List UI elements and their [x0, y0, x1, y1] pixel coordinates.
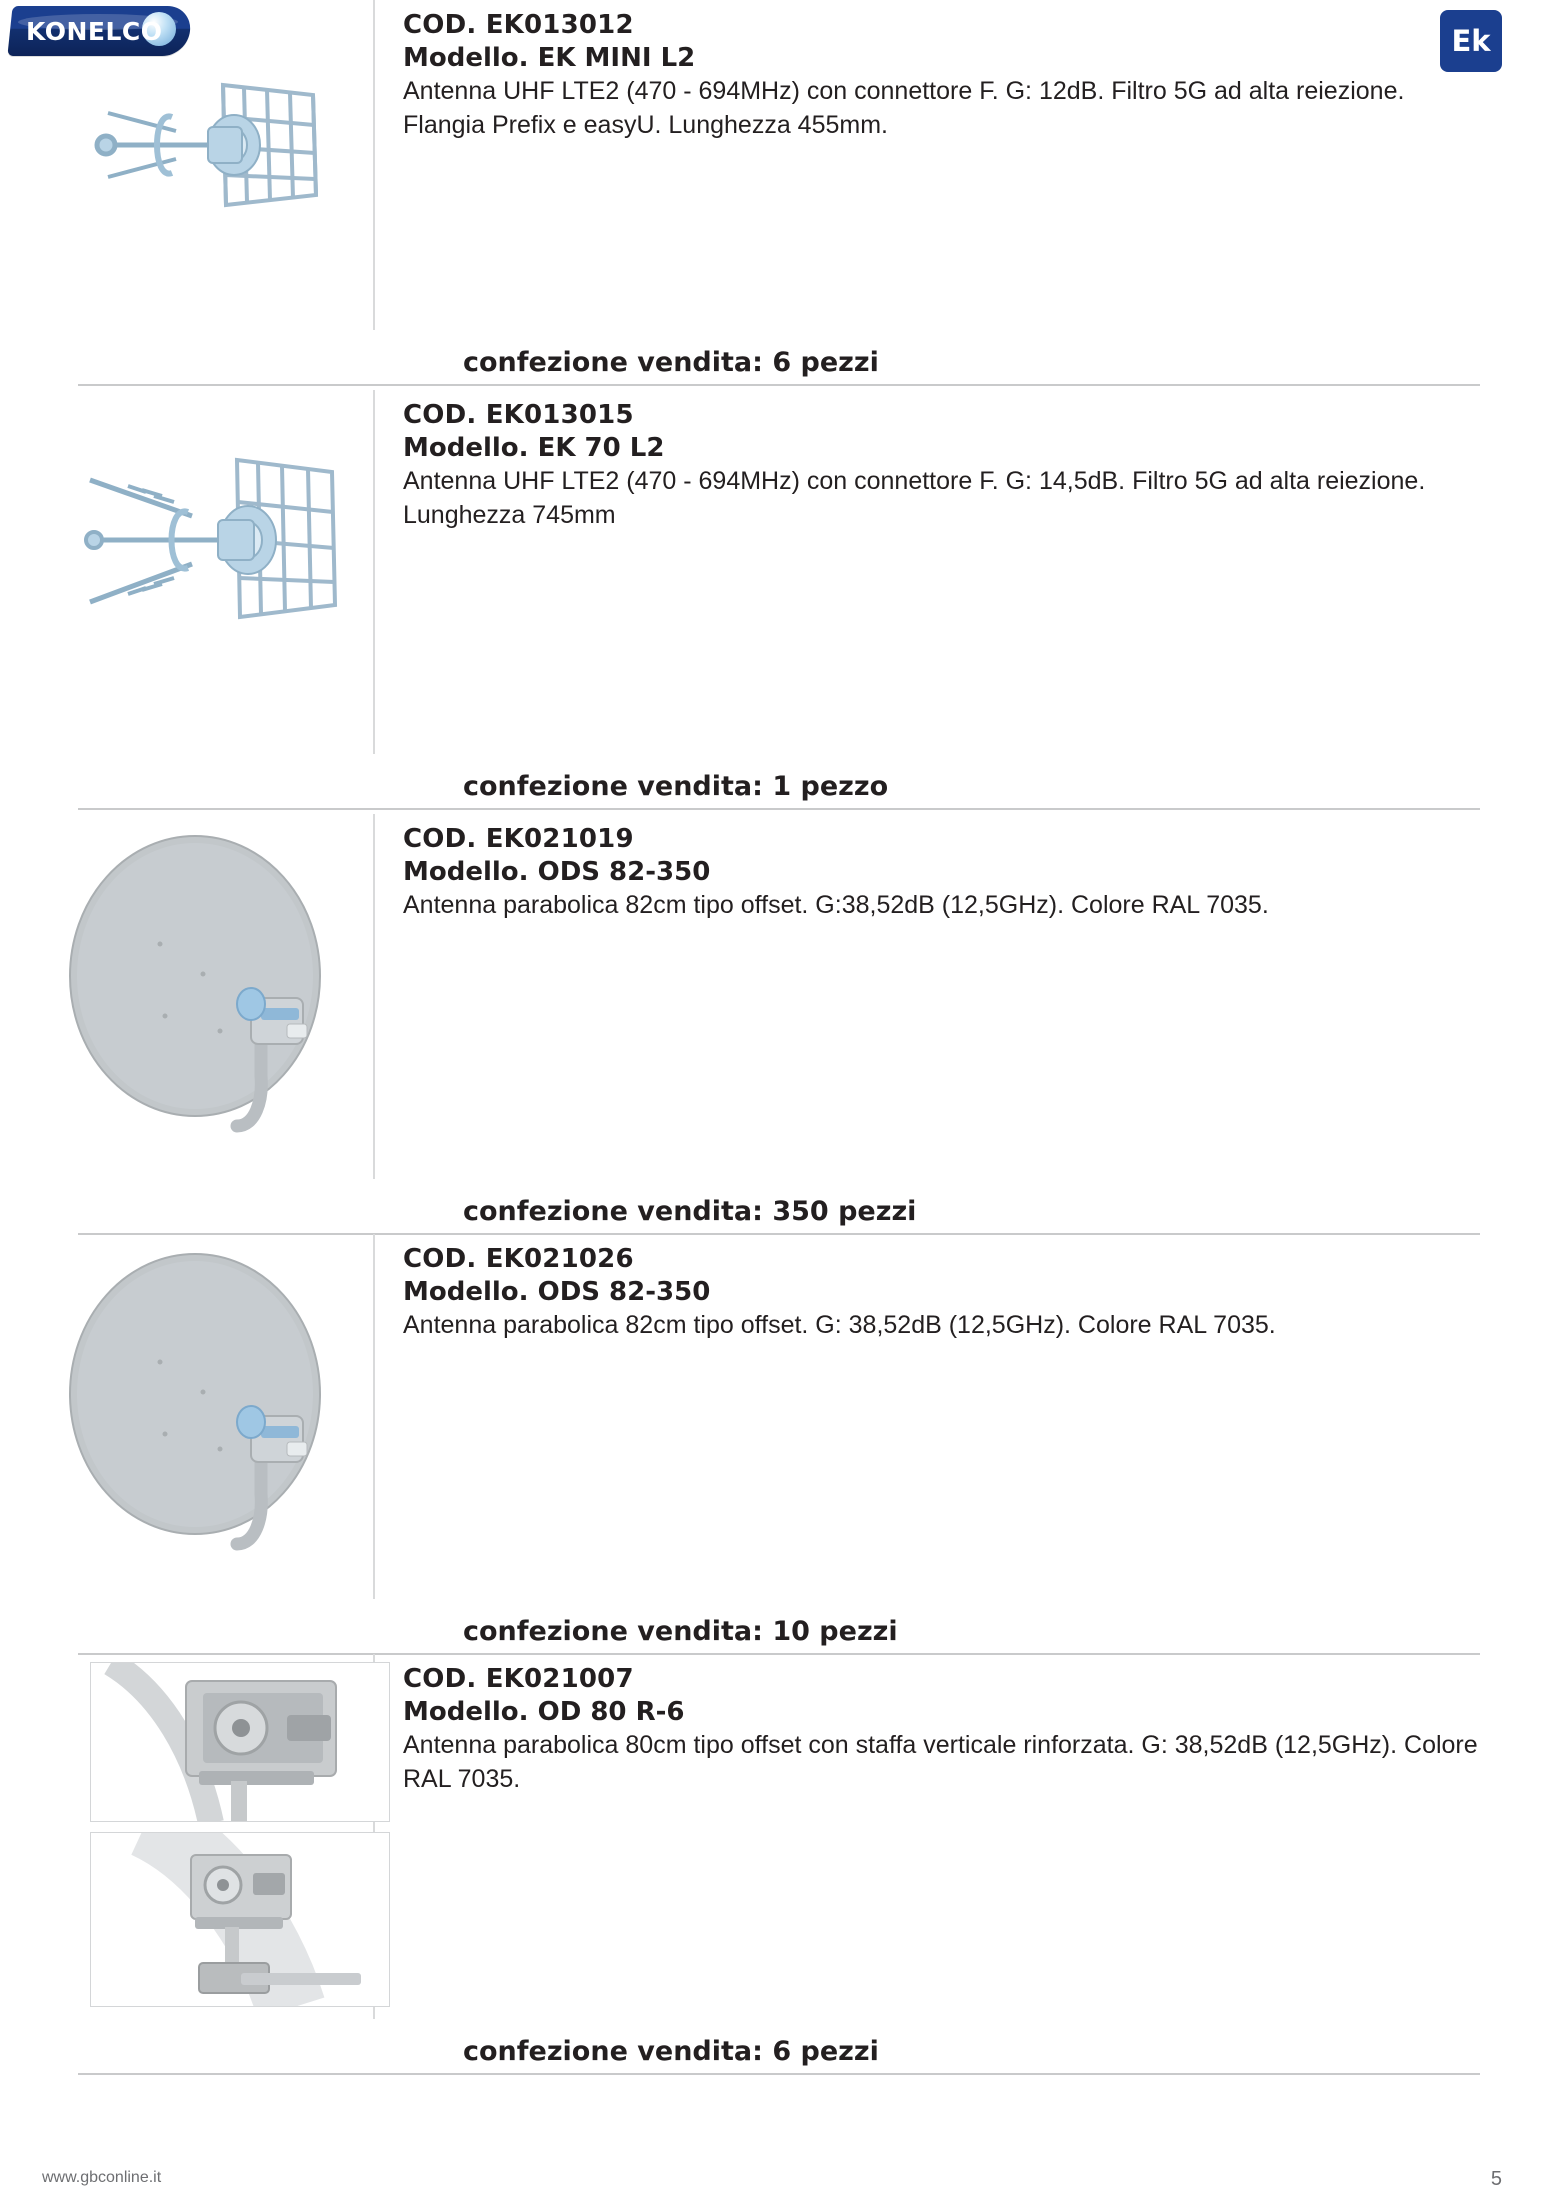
product-item [0, 0, 1550, 390]
product-model: Modello. OD 80 R-6 [403, 1697, 685, 1727]
yagi-70-antenna-image [42, 430, 372, 660]
logo-text: KONELCO [26, 17, 163, 46]
dish-bracket-detail-image-2 [90, 1832, 390, 2007]
product-code: COD. EK013015 [403, 400, 634, 430]
product-text-cell [375, 1234, 1550, 1599]
product-image-cell [0, 814, 375, 1179]
pack-label: confezione vendita: 10 pezzi [463, 1616, 898, 1647]
ek-badge: Ek [1440, 10, 1502, 72]
product-description: Antenna parabolica 82cm tipo offset. G: 38,52dB (12,5GHz). Colore RAL 7035. [403, 1311, 1276, 1339]
pack-row [0, 1179, 1550, 1235]
product-model: Modello. ODS 82-350 [403, 1277, 711, 1307]
product-image-cell [0, 390, 375, 754]
product-item [0, 814, 1550, 1234]
page-number: 5 [1490, 2168, 1502, 2190]
product-text-cell [375, 0, 1550, 330]
product-image-cell [0, 1234, 375, 1599]
pack-label: confezione vendita: 6 pezzi [463, 347, 879, 378]
pack-row [0, 754, 1550, 810]
pack-row [0, 330, 1550, 386]
product-model: Modello. ODS 82-350 [403, 857, 711, 887]
product-code: COD. EK021026 [403, 1244, 634, 1274]
divider [78, 384, 1480, 386]
product-code: COD. EK021019 [403, 824, 634, 854]
pack-label: confezione vendita: 6 pezzi [463, 2036, 879, 2067]
product-text-cell [375, 1654, 1550, 2019]
product-description: Antenna UHF LTE2 (470 - 694MHz) con connettore F. G: 12dB. Filtro 5G ad alta reiezione. Flangia Prefix e easyU. Lunghezza 455mm. [403, 77, 1405, 139]
product-item [0, 1654, 1550, 2074]
product-text-cell [375, 390, 1550, 754]
product-text-cell [375, 814, 1550, 1179]
product-model: Modello. EK MINI L2 [403, 43, 696, 73]
footer-url: www.gbconline.it [42, 2169, 162, 2186]
satellite-dish-image [55, 826, 375, 1176]
product-item [0, 1234, 1550, 1654]
dish-bracket-detail-image [90, 1662, 390, 1822]
yagi-mini-antenna-image [48, 55, 368, 235]
product-code: COD. EK021007 [403, 1664, 634, 1694]
product-description: Antenna parabolica 82cm tipo offset. G:38,52dB (12,5GHz). Colore RAL 7035. [403, 891, 1269, 919]
pack-label: confezione vendita: 1 pezzo [463, 771, 889, 802]
divider [78, 2073, 1480, 2075]
product-code: COD. EK013012 [403, 10, 634, 40]
product-image-cell [0, 0, 375, 330]
pack-row [0, 2019, 1550, 2075]
pack-row [0, 1599, 1550, 1655]
satellite-dish-image [55, 1244, 375, 1594]
product-description: Antenna UHF LTE2 (470 - 694MHz) con connettore F. G: 14,5dB. Filtro 5G ad alta reiezione. Lunghezza 745mm [403, 467, 1426, 529]
pack-label: confezione vendita: 350 pezzi [463, 1196, 917, 1227]
page-footer [0, 2139, 1550, 2209]
product-model: Modello. EK 70 L2 [403, 433, 665, 463]
product-item [0, 390, 1550, 814]
product-image-cell [0, 1654, 375, 2019]
product-description: Antenna parabolica 80cm tipo offset con staffa verticale rinforzata. G: 38,52dB (12,5GHz). Colore RAL 7035. [403, 1731, 1478, 1793]
divider [78, 808, 1480, 810]
